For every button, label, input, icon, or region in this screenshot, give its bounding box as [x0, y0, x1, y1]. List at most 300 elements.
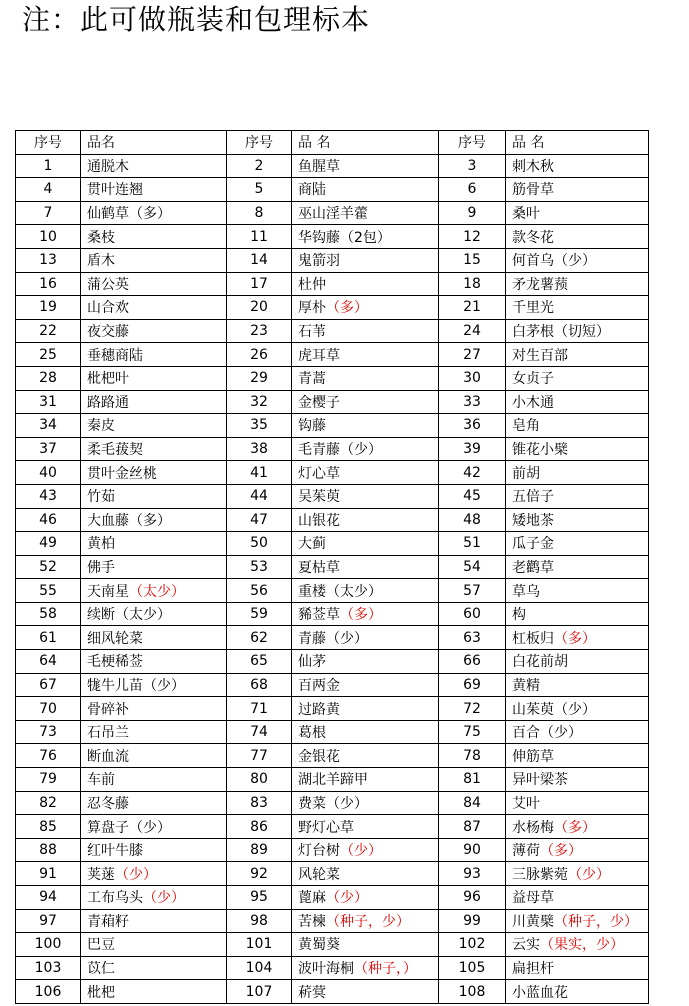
table-row	[16, 933, 649, 957]
serial-number-cell: 3	[439, 154, 506, 178]
herb-name: 野灯心草	[298, 819, 354, 836]
table-row	[16, 366, 649, 390]
herb-name-cell	[506, 768, 649, 792]
herb-name: 骨碎补	[87, 701, 129, 718]
serial-number-cell: 73	[16, 720, 81, 744]
table-row	[16, 650, 649, 674]
herb-name: 金樱子	[298, 394, 340, 411]
serial-number-cell: 71	[227, 697, 292, 721]
herb-note: （种子，）	[354, 961, 417, 978]
herb-note: （种子，少）	[326, 913, 410, 930]
herb-name-cell	[292, 366, 439, 390]
herb-name-cell	[81, 225, 227, 249]
serial-number-cell: 16	[16, 272, 81, 296]
serial-number-cell: 40	[16, 461, 81, 485]
herb-name: 千里光	[512, 300, 554, 317]
herb-name: 伸筋草	[512, 748, 554, 765]
herb-name-cell	[292, 956, 439, 980]
serial-number-cell: 49	[16, 532, 81, 556]
serial-number-cell: 69	[439, 673, 506, 697]
herb-name-cell	[81, 815, 227, 839]
serial-number-cell: 34	[16, 414, 81, 438]
herb-name-cell	[506, 956, 649, 980]
serial-number-cell: 2	[227, 154, 292, 178]
herb-name: 小木通	[512, 394, 554, 411]
herb-name: 川黄檗	[512, 913, 554, 930]
serial-number-cell: 61	[16, 626, 81, 650]
herb-name: 秦皮	[87, 418, 115, 435]
herb-name: 矛龙薯蓣	[512, 276, 568, 293]
herb-name: 红叶牛膝	[87, 843, 143, 860]
herb-name-cell	[81, 768, 227, 792]
herb-name: 苡仁	[87, 961, 115, 978]
herb-name: 重楼（太少）	[298, 583, 382, 600]
table-row	[16, 343, 649, 367]
herb-name: 款冬花	[512, 229, 554, 246]
herb-name-cell	[81, 414, 227, 438]
herb-name-cell	[506, 437, 649, 461]
herb-name-cell	[292, 484, 439, 508]
serial-number-cell: 21	[439, 296, 506, 320]
serial-number-cell: 54	[439, 555, 506, 579]
herb-name: 苦楝	[298, 913, 326, 930]
table-row	[16, 744, 649, 768]
table-row	[16, 579, 649, 603]
herb-name: 云实	[512, 937, 540, 954]
herb-name-cell	[81, 650, 227, 674]
herb-note: （多）	[554, 819, 596, 836]
herb-name-cell	[506, 909, 649, 933]
herb-name-cell	[292, 673, 439, 697]
serial-number-cell: 8	[227, 201, 292, 225]
serial-number-cell: 19	[16, 296, 81, 320]
serial-number-cell: 10	[16, 225, 81, 249]
serial-number-cell: 4	[16, 178, 81, 202]
serial-number-cell: 64	[16, 650, 81, 674]
herb-name-cell	[81, 956, 227, 980]
table-row	[16, 154, 649, 178]
serial-number-cell: 47	[227, 508, 292, 532]
serial-number-cell: 6	[439, 178, 506, 202]
table-row	[16, 673, 649, 697]
serial-number-cell: 63	[439, 626, 506, 650]
herb-name: 仙鹤草（多）	[87, 206, 171, 223]
herb-name-cell	[292, 248, 439, 272]
herb-name-cell	[292, 980, 439, 1004]
table-row	[16, 201, 649, 225]
herb-name-cell	[81, 697, 227, 721]
serial-number-cell: 51	[439, 532, 506, 556]
herb-name: 扁担杆	[512, 961, 554, 978]
herb-name-cell	[506, 815, 649, 839]
herb-name-cell	[292, 414, 439, 438]
herb-name-cell	[292, 720, 439, 744]
herb-name: 毛青藤（少）	[298, 442, 382, 459]
herb-name: 竹茹	[87, 489, 115, 506]
herb-name: 灯心草	[298, 465, 340, 482]
herb-name-cell	[292, 697, 439, 721]
herb-note: （少）	[115, 866, 157, 883]
herb-name-cell	[81, 626, 227, 650]
serial-number-cell: 23	[227, 319, 292, 343]
table-row	[16, 602, 649, 626]
serial-number-cell: 1	[16, 154, 81, 178]
serial-number-cell: 95	[227, 886, 292, 910]
herb-name: 牻牛儿苗（少）	[87, 677, 185, 694]
herb-name: 巫山淫羊藿	[298, 206, 368, 223]
herb-name-cell	[506, 390, 649, 414]
table-row	[16, 414, 649, 438]
herb-name-cell	[506, 414, 649, 438]
herb-name-cell	[292, 744, 439, 768]
herb-name: 金银花	[298, 748, 340, 765]
table-row	[16, 390, 649, 414]
herb-name: 白茅根（切短）	[512, 324, 610, 341]
herb-name: 风轮菜	[298, 866, 340, 883]
herb-name-cell	[292, 862, 439, 886]
herb-name-cell	[292, 508, 439, 532]
herb-name: 商陆	[298, 182, 326, 199]
herb-name-cell	[506, 508, 649, 532]
herb-name: 夏枯草	[298, 559, 340, 576]
herb-name: 山茱萸（少）	[512, 701, 596, 718]
table-row	[16, 437, 649, 461]
herb-name: 垂穗商陆	[87, 347, 143, 364]
herb-name: 天南星	[87, 583, 129, 600]
herb-name-cell	[506, 933, 649, 957]
herb-name: 厚朴	[298, 300, 326, 317]
herb-name-cell	[506, 461, 649, 485]
herb-name-cell	[506, 319, 649, 343]
herb-name: 皂角	[512, 418, 540, 435]
serial-number-cell: 93	[439, 862, 506, 886]
herb-name: 青藤（少）	[298, 630, 368, 647]
serial-number-cell: 67	[16, 673, 81, 697]
herb-name: 石吊兰	[87, 725, 129, 742]
herb-name: 葛根	[298, 725, 326, 742]
table-row	[16, 815, 649, 839]
table-row	[16, 697, 649, 721]
table-row	[16, 909, 649, 933]
herb-name: 女贞子	[512, 371, 554, 388]
herb-name: 贯叶金丝桃	[87, 465, 157, 482]
herb-name: 矮地茶	[512, 512, 554, 529]
header-name-2: 品 名	[292, 131, 439, 155]
serial-number-cell: 33	[439, 390, 506, 414]
herb-name: 枇杷	[87, 984, 115, 1001]
herb-name: 前胡	[512, 465, 540, 482]
serial-number-cell: 29	[227, 366, 292, 390]
serial-number-cell: 72	[439, 697, 506, 721]
serial-number-cell: 45	[439, 484, 506, 508]
herb-name-cell	[506, 366, 649, 390]
serial-number-cell: 22	[16, 319, 81, 343]
serial-number-cell: 7	[16, 201, 81, 225]
specimen-table	[15, 130, 649, 1004]
herb-name: 瓜子金	[512, 536, 554, 553]
serial-number-cell: 108	[439, 980, 506, 1004]
herb-name-cell	[81, 673, 227, 697]
herb-name: 桑叶	[512, 206, 540, 223]
herb-name-cell	[506, 532, 649, 556]
herb-name: 山合欢	[87, 300, 129, 317]
herb-name: 五倍子	[512, 489, 554, 506]
table-row	[16, 225, 649, 249]
table-row	[16, 484, 649, 508]
herb-name: 蒲公英	[87, 276, 129, 293]
serial-number-cell: 97	[16, 909, 81, 933]
serial-number-cell: 102	[439, 933, 506, 957]
herb-name-cell	[506, 744, 649, 768]
serial-number-cell: 26	[227, 343, 292, 367]
serial-number-cell: 86	[227, 815, 292, 839]
herb-name-cell	[292, 343, 439, 367]
serial-number-cell: 20	[227, 296, 292, 320]
herb-name-cell	[506, 296, 649, 320]
herb-name-cell	[81, 154, 227, 178]
serial-number-cell: 70	[16, 697, 81, 721]
table-row	[16, 508, 649, 532]
serial-number-cell: 55	[16, 579, 81, 603]
table-row	[16, 862, 649, 886]
herb-name-cell	[506, 154, 649, 178]
serial-number-cell: 101	[227, 933, 292, 957]
serial-number-cell: 17	[227, 272, 292, 296]
herb-name-cell	[81, 178, 227, 202]
serial-number-cell: 58	[16, 602, 81, 626]
herb-name: 贯叶连翘	[87, 182, 143, 199]
serial-number-cell: 37	[16, 437, 81, 461]
table-row	[16, 886, 649, 910]
herb-name: 青蒿	[298, 371, 326, 388]
herb-name-cell	[292, 838, 439, 862]
table-row	[16, 768, 649, 792]
herb-name-cell	[81, 980, 227, 1004]
herb-name-cell	[81, 390, 227, 414]
herb-name: 三脉紫菀	[512, 866, 568, 883]
herb-name-cell	[506, 579, 649, 603]
serial-number-cell: 89	[227, 838, 292, 862]
herb-name: 仙茅	[298, 654, 326, 671]
herb-name-cell	[81, 933, 227, 957]
herb-name: 毛梗稀莶	[87, 654, 143, 671]
serial-number-cell: 83	[227, 791, 292, 815]
herb-name-cell	[506, 673, 649, 697]
herb-note: （多）	[340, 607, 382, 624]
serial-number-cell: 66	[439, 650, 506, 674]
herb-name: 费菜（少）	[298, 795, 368, 812]
table-row	[16, 980, 649, 1004]
herb-name-cell	[81, 744, 227, 768]
serial-number-cell: 59	[227, 602, 292, 626]
herb-name-cell	[506, 791, 649, 815]
serial-number-cell: 15	[439, 248, 506, 272]
herb-name: 工布乌头	[87, 890, 143, 907]
herb-name: 百两金	[298, 677, 340, 694]
table-row	[16, 532, 649, 556]
herb-name: 刺木秋	[512, 158, 554, 175]
serial-number-cell: 38	[227, 437, 292, 461]
serial-number-cell: 25	[16, 343, 81, 367]
table-row	[16, 791, 649, 815]
herb-name: 黄精	[512, 677, 540, 694]
serial-number-cell: 106	[16, 980, 81, 1004]
herb-name-cell	[292, 154, 439, 178]
serial-number-cell: 103	[16, 956, 81, 980]
herb-name-cell	[292, 579, 439, 603]
herb-name: 大血藤（多）	[87, 512, 171, 529]
herb-name: 路路通	[87, 394, 129, 411]
herb-name: 柔毛菝契	[87, 442, 143, 459]
serial-number-cell: 13	[16, 248, 81, 272]
herb-name: 百合（少）	[512, 725, 582, 742]
herb-name-cell	[81, 508, 227, 532]
serial-number-cell: 48	[439, 508, 506, 532]
herb-name-cell	[506, 178, 649, 202]
herb-note: （多）	[554, 630, 596, 647]
header-num-1: 序号	[16, 131, 81, 155]
herb-name: 石苇	[298, 324, 326, 341]
serial-number-cell: 62	[227, 626, 292, 650]
serial-number-cell: 80	[227, 768, 292, 792]
herb-name: 续断（太少）	[87, 607, 171, 624]
serial-number-cell: 18	[439, 272, 506, 296]
herb-note: （少）	[568, 866, 610, 883]
serial-number-cell: 5	[227, 178, 292, 202]
herb-note: （太少）	[129, 583, 185, 600]
header-num-3: 序号	[439, 131, 506, 155]
herb-name: 黄蜀葵	[298, 937, 340, 954]
herb-name-cell	[506, 980, 649, 1004]
serial-number-cell: 105	[439, 956, 506, 980]
herb-name-cell	[506, 862, 649, 886]
herb-name: 算盘子（少）	[87, 819, 171, 836]
herb-name: 虎耳草	[298, 347, 340, 364]
herb-note: （种子，少）	[554, 913, 638, 930]
herb-name-cell	[81, 272, 227, 296]
herb-name: 断血流	[87, 748, 129, 765]
table-row	[16, 555, 649, 579]
herb-name: 鱼腥草	[298, 158, 340, 175]
herb-name: 夜交藤	[87, 324, 129, 341]
table-row	[16, 461, 649, 485]
serial-number-cell: 12	[439, 225, 506, 249]
table-row	[16, 178, 649, 202]
herb-name: 波叶海桐	[298, 961, 354, 978]
herb-name-cell	[506, 602, 649, 626]
serial-number-cell: 56	[227, 579, 292, 603]
herb-name-cell	[506, 720, 649, 744]
serial-number-cell: 107	[227, 980, 292, 1004]
serial-number-cell: 75	[439, 720, 506, 744]
table-body	[16, 154, 649, 1003]
herb-note: （少）	[340, 843, 382, 860]
serial-number-cell: 74	[227, 720, 292, 744]
serial-number-cell: 57	[439, 579, 506, 603]
serial-number-cell: 68	[227, 673, 292, 697]
herb-name-cell	[292, 768, 439, 792]
herb-name-cell	[81, 461, 227, 485]
herb-name-cell	[292, 461, 439, 485]
serial-number-cell: 82	[16, 791, 81, 815]
serial-number-cell: 96	[439, 886, 506, 910]
serial-number-cell: 46	[16, 508, 81, 532]
table-row	[16, 272, 649, 296]
serial-number-cell: 27	[439, 343, 506, 367]
serial-number-cell: 92	[227, 862, 292, 886]
herb-name-cell	[506, 201, 649, 225]
serial-number-cell: 87	[439, 815, 506, 839]
serial-number-cell: 36	[439, 414, 506, 438]
herb-name: 华钩藤（2包）	[298, 229, 391, 246]
serial-number-cell: 81	[439, 768, 506, 792]
herb-name-cell	[506, 838, 649, 862]
herb-name-cell	[292, 532, 439, 556]
herb-name: 山银花	[298, 512, 340, 529]
serial-number-cell: 78	[439, 744, 506, 768]
herb-name: 草乌	[512, 583, 540, 600]
herb-name-cell	[292, 886, 439, 910]
herb-name: 蓖麻	[298, 890, 326, 907]
herb-name: 构	[512, 607, 526, 624]
herb-name-cell	[292, 602, 439, 626]
serial-number-cell: 44	[227, 484, 292, 508]
herb-name-cell	[81, 484, 227, 508]
herb-name: 佛手	[87, 559, 115, 576]
herb-name-cell	[81, 720, 227, 744]
herb-name: 异叶梁茶	[512, 772, 568, 789]
herb-name-cell	[506, 697, 649, 721]
serial-number-cell: 90	[439, 838, 506, 862]
serial-number-cell: 88	[16, 838, 81, 862]
serial-number-cell: 31	[16, 390, 81, 414]
herb-name-cell	[292, 933, 439, 957]
herb-name-cell	[81, 296, 227, 320]
herb-name: 菥蓂	[298, 984, 326, 1001]
herb-name-cell	[292, 296, 439, 320]
serial-number-cell: 14	[227, 248, 292, 272]
herb-name: 白花前胡	[512, 654, 568, 671]
herb-name-cell	[292, 201, 439, 225]
serial-number-cell: 11	[227, 225, 292, 249]
herb-name-cell	[506, 272, 649, 296]
serial-number-cell: 84	[439, 791, 506, 815]
herb-name: 钩藤	[298, 418, 326, 435]
serial-number-cell: 32	[227, 390, 292, 414]
table-row	[16, 319, 649, 343]
herb-name: 益母草	[512, 890, 554, 907]
serial-number-cell: 98	[227, 909, 292, 933]
herb-name-cell	[81, 366, 227, 390]
herb-name-cell	[292, 437, 439, 461]
herb-name-cell	[81, 838, 227, 862]
table-row	[16, 838, 649, 862]
header-name-1: 品名	[81, 131, 227, 155]
herb-name-cell	[506, 650, 649, 674]
herb-name-cell	[81, 319, 227, 343]
herb-name: 忍冬藤	[87, 795, 129, 812]
table-row	[16, 248, 649, 272]
serial-number-cell: 35	[227, 414, 292, 438]
herb-name: 吴茱萸	[298, 489, 340, 506]
herb-name-cell	[292, 791, 439, 815]
herb-name: 盾木	[87, 253, 115, 270]
herb-name: 灯台树	[298, 843, 340, 860]
herb-name-cell	[506, 886, 649, 910]
herb-name: 车前	[87, 772, 115, 789]
header-name-3: 品 名	[506, 131, 649, 155]
herb-name-cell	[506, 343, 649, 367]
